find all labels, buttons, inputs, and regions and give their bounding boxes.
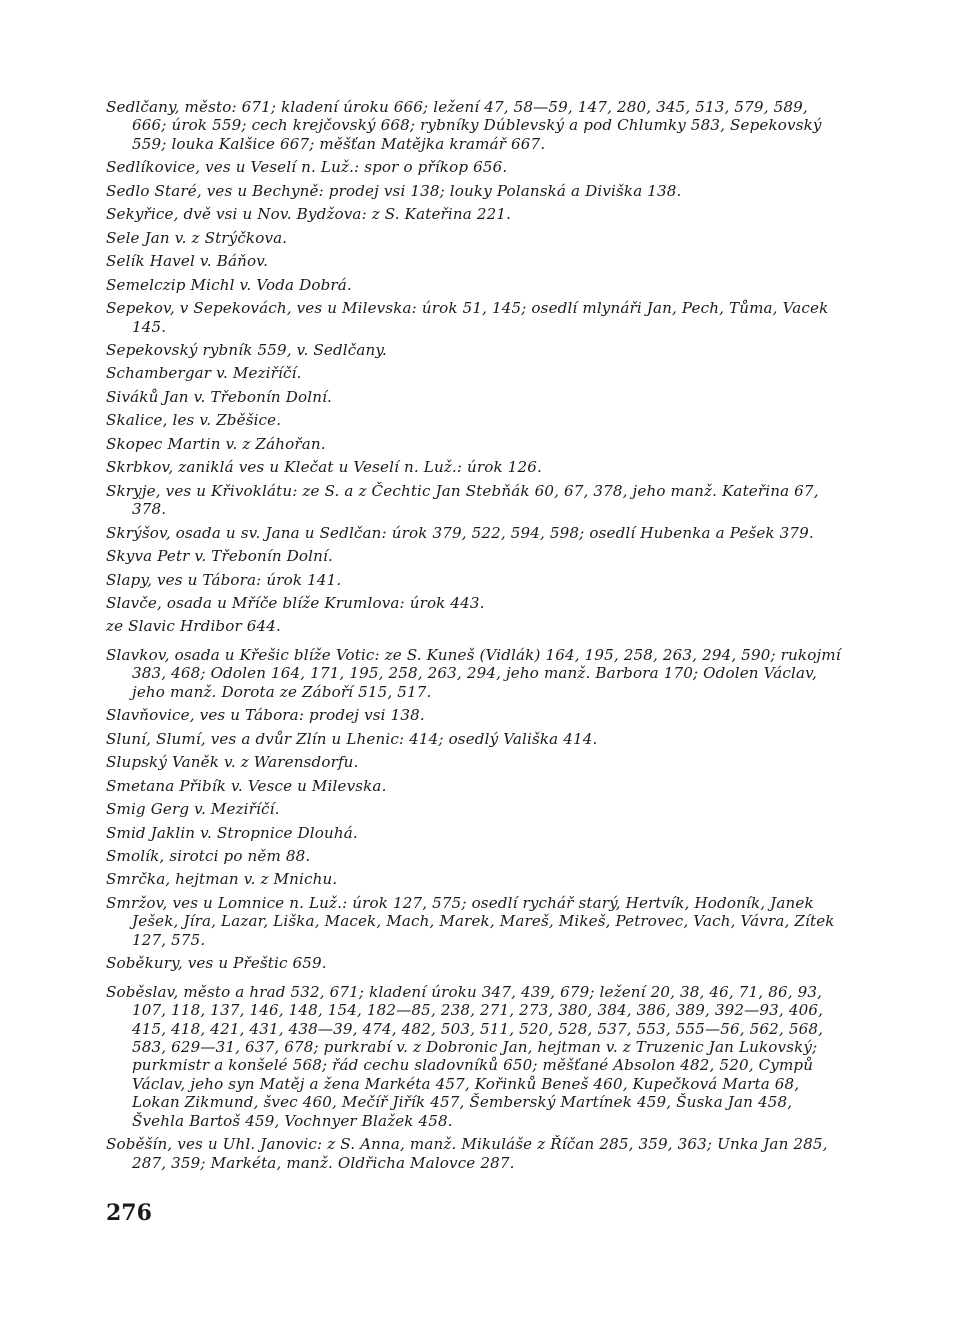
- index-entry-smrcka: Smrčka, hejtman v. z Mnichu.: [106, 870, 338, 889]
- index-entry-sobesin: Soběšín, ves u Uhl. Janovic: z S. Anna, manž. Mikuláše z Říčan 285, 359, 363; Unka Jan 285, 287, 359; Markéta, manž. Oldřicha Malovce 287.: [106, 1135, 828, 1172]
- index-page-body: [106, 98, 846, 1177]
- index-entry-sepekov: Sepekov, v Sepekovách, ves u Milevska: úrok 51, 145; osedlí mlynáři Jan, Pech, Tůma, Vacek 145.: [106, 299, 829, 336]
- index-entry-sluni: Sluní, Slumí, ves a dvůr Zlín u Lhenic: 414; osedlý Vališka 414.: [106, 729, 598, 748]
- index-entry-skrbkov: Skrbkov, zaniklá ves u Klečat u Veselí n. Luž.: úrok 126.: [106, 458, 542, 477]
- index-entry-sedlcany: Sedlčany, město: 671; kladení úroku 666; ležení 47, 58—59, 147, 280, 345, 513, 579, 589, 666; úrok 559; cech krejčovský 668; rybníky Dúblevský a pod Chlumky 583, Sepekovský 559; louka Kalšice 667; měšťan Matějka kramář 667.: [106, 98, 822, 153]
- index-entry-sele-jan: Sele Jan v. z Strýčkova.: [106, 228, 288, 247]
- index-entry-slupsky-vanek: Slupský Vaněk v. z Warensdorfu.: [106, 753, 359, 772]
- index-entry-smig-gerg: Smig Gerg v. Meziříčí.: [106, 800, 280, 819]
- index-entry-sedlo-stare: Sedlo Staré, ves u Bechyně: prodej vsi 138; louky Polanská a Diviška 138.: [106, 181, 682, 200]
- index-entry-sepekovsky-rybnik: Sepekovský rybník 559, v. Sedlčany.: [106, 340, 387, 359]
- index-entry-sedlikovice: Sedlíkovice, ves u Veselí n. Luž.: spor o příkop 656.: [106, 158, 508, 177]
- index-entry-selik-havel: Selík Havel v. Báňov.: [106, 252, 269, 271]
- index-entry-schambergar: Schambergar v. Meziříčí.: [106, 364, 302, 383]
- index-entry-sobeslav: Soběslav, město a hrad 532, 671; kladení úroku 347, 439, 679; ležení 20, 38, 46, 71, 86, 93, 107, 118, 137, 146, 148, 154, 182—85, 238, 271, 273, 380, 384, 386, 389, 392—93, 406, 415, 418, 421, 431, 438—39, 474, 482, 503, 511, 520, 528, 537, 553, 555—56, 562, 568, 583, 629—31, 637, 678; purkrabí v. z Dobronic Jan, hejtman v. z Truzenic Jan Lukovský; purkmistr a konšelé 568; řád cechu sladovníků 650; měšťané Absolon 482, 520, Cympů Václav, jeho syn Matěj a žena Markéta 457, Kořinků Beneš 460, Kupečková Marta 68, Lokan Zikmund, švec 460, Mečíř Jiřík 457, Šemberský Martínek 459, Šuska Jan 458, Švehla Bartoš 459, Vochnyer Blažek 458.: [106, 982, 824, 1130]
- index-entry-skryje: Skryje, ves u Křivoklátu: ze S. a z Čechtic Jan Stebňák 60, 67, 378, jeho manž. Kateřina 67, 378.: [106, 481, 819, 519]
- page-number: 276: [106, 1200, 152, 1226]
- index-entry-slavce: Slavče, osada u Mříče blíže Krumlova: úrok 443.: [106, 593, 485, 612]
- index-entry-sivaku-jan: Siváků Jan v. Třebonín Dolní.: [106, 387, 333, 406]
- index-entry-skrysov: Skrýšov, osada u sv. Jana u Sedlčan: úrok 379, 522, 594, 598; osedlí Hubenka a Pešek 379.: [106, 523, 814, 542]
- index-entry-sobekury: Soběkury, ves u Přeštic 659.: [106, 954, 327, 973]
- index-entry-semelczip-michl: Semelczip Michl v. Voda Dobrá.: [106, 275, 352, 294]
- index-entry-smid-jaklin: Smid Jaklin v. Stropnice Dlouhá.: [106, 823, 358, 842]
- index-entry-skopec-martin: Skopec Martin v. z Záhořan.: [106, 434, 326, 453]
- index-entry-slavnovice: Slavňovice, ves u Tábora: prodej vsi 138.: [106, 706, 425, 725]
- index-entry-slapy: Slapy, ves u Tábora: úrok 141.: [106, 570, 342, 589]
- index-entry-ze-slavic: ze Slavic Hrdibor 644.: [106, 617, 281, 636]
- index-entry-smrzov: Smržov, ves u Lomnice n. Luž.: úrok 127, 575; osedlí rychář starý, Hertvík, Hodoník, Janek Ješek, Jíra, Lazar, Liška, Macek, Mach, Marek, Mareš, Mikeš, Petrovec, Vach, Vávra, Zítek 127, 575.: [106, 893, 835, 949]
- index-entry-slavkov: Slavkov, osada u Křešic blíže Votic: ze S. Kuneš (Vidlák) 164, 195, 258, 263, 294, 590; rukojmí 383, 468; Odolen 164, 171, 195, 258, 263, 294, jeho manž. Barbora 170; Odolen Václav, jeho manž. Dorota ze Záboří 515, 517.: [106, 645, 841, 701]
- index-entry-skalice: Skalice, les v. Zběšice.: [106, 411, 282, 430]
- index-entry-smolik: Smolík, sirotci po něm 88.: [106, 846, 311, 865]
- index-entry-smetana-pribik: Smetana Přibík v. Vesce u Milevska.: [106, 776, 387, 795]
- index-entry-skyva-petr: Skyva Petr v. Třebonín Dolní.: [106, 547, 333, 566]
- index-entry-sekyrice: Sekyřice, dvě vsi u Nov. Bydžova: z S. Kateřina 221.: [106, 205, 512, 224]
